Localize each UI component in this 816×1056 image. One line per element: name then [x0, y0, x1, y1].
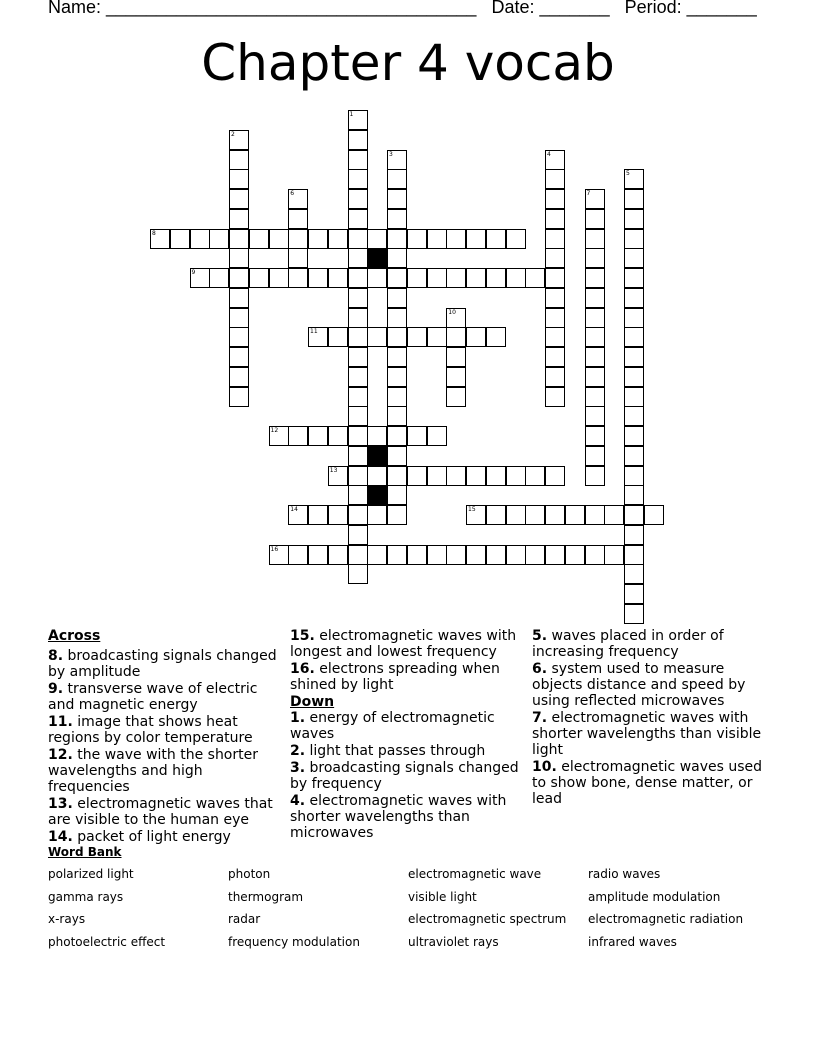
clue-number-label: 10.: [532, 759, 557, 775]
date-field[interactable]: _______: [539, 0, 610, 17]
grid-cell[interactable]: [328, 426, 348, 446]
page-title: Chapter 4 vocab: [201, 34, 615, 92]
clue-text: the wave with the shorter wavelengths and high frequencies: [48, 747, 258, 795]
grid-cell[interactable]: [348, 545, 368, 565]
grid-cell[interactable]: [387, 446, 407, 466]
grid-cell[interactable]: [348, 150, 368, 170]
grid-cell[interactable]: [624, 209, 644, 229]
grid-cell[interactable]: [624, 189, 644, 209]
grid-cell[interactable]: [624, 466, 644, 486]
grid-cell[interactable]: [407, 466, 427, 486]
clue-number: 12: [270, 427, 279, 434]
grid-cell[interactable]: [367, 426, 387, 446]
clue-item: [290, 760, 522, 792]
clue-item: [290, 628, 522, 660]
grid-cell[interactable]: [387, 189, 407, 209]
grid-cell[interactable]: [229, 150, 249, 170]
grid-cell[interactable]: [249, 268, 269, 288]
grid-cell[interactable]: [387, 426, 407, 446]
grid-cell[interactable]: [486, 229, 506, 249]
grid-cell[interactable]: [525, 545, 545, 565]
clue-number: 2: [231, 130, 235, 138]
grid-cell[interactable]: [407, 268, 427, 288]
grid-cell[interactable]: [348, 485, 368, 505]
clue-item: [48, 681, 280, 713]
grid-cell[interactable]: [446, 268, 466, 288]
clue-number: 14: [290, 506, 298, 513]
grid-cell[interactable]: [288, 426, 308, 446]
period-field[interactable]: _______: [686, 0, 757, 17]
grid-cell[interactable]: [407, 545, 427, 565]
clue-item: [532, 661, 764, 709]
grid-cell[interactable]: [209, 229, 229, 249]
grid-cell[interactable]: [486, 545, 506, 565]
grid-cell[interactable]: [545, 169, 565, 189]
grid-cell[interactable]: [387, 308, 407, 328]
date-label: Date:: [491, 0, 535, 17]
grid-cell[interactable]: [367, 268, 387, 288]
grid-cell[interactable]: [486, 466, 506, 486]
grid-cell[interactable]: [466, 545, 486, 565]
grid-cell[interactable]: [466, 229, 486, 249]
grid-cell[interactable]: [229, 248, 249, 268]
grid-cell[interactable]: [229, 387, 249, 407]
grid-cell[interactable]: [585, 268, 605, 288]
grid-cell[interactable]: [427, 545, 447, 565]
clue-number-label: 1.: [290, 710, 306, 726]
grid-cell[interactable]: [525, 505, 545, 525]
grid-cell[interactable]: [585, 209, 605, 229]
grid-cell[interactable]: [348, 387, 368, 407]
grid-cell[interactable]: [624, 426, 644, 446]
grid-cell[interactable]: [308, 426, 328, 446]
grid-cell[interactable]: [585, 327, 605, 347]
clue-number: 15: [468, 506, 476, 513]
grid-cell[interactable]: [506, 268, 526, 288]
grid-cell[interactable]: [585, 229, 605, 249]
grid-cell[interactable]: [229, 189, 249, 209]
grid-cell[interactable]: [545, 268, 565, 288]
clue-number-label: 13.: [48, 796, 73, 812]
clue-number-label: 15.: [290, 628, 315, 644]
grid-cell[interactable]: [545, 327, 565, 347]
clue-number: 10: [448, 308, 456, 316]
grid-cell[interactable]: [229, 347, 249, 367]
clue-number: 3: [389, 150, 393, 158]
grid-cell[interactable]: [446, 367, 466, 387]
clue-text: broadcasting signals changed by amplitude: [48, 648, 277, 680]
grid-cell[interactable]: [288, 268, 308, 288]
grid-cell[interactable]: [269, 229, 289, 249]
across-heading: Across: [48, 628, 101, 644]
grid-cell[interactable]: [308, 229, 328, 249]
clue-item: [290, 793, 522, 841]
grid-cell[interactable]: [585, 466, 605, 486]
grid-cell[interactable]: [229, 169, 249, 189]
grid-cell[interactable]: [348, 347, 368, 367]
across-clue-list: [48, 648, 280, 845]
clue-number: 6: [290, 190, 295, 197]
grid-cell[interactable]: [288, 545, 308, 565]
grid-cell[interactable]: [229, 308, 249, 328]
grid-cell[interactable]: [348, 466, 368, 486]
black-cell: [367, 485, 387, 505]
clue-text: electromagnetic waves with shorter wavelengths than visible light: [532, 710, 762, 758]
grid-cell[interactable]: [427, 466, 447, 486]
clue-text: transverse wave of electric and magnetic energy: [48, 681, 258, 713]
clue-number: 16: [270, 545, 279, 553]
grid-cell[interactable]: [328, 545, 348, 565]
word-bank-item: electromagnetic radiation: [588, 912, 744, 927]
grid-cell[interactable]: [387, 466, 407, 486]
grid-cell[interactable]: [348, 209, 368, 229]
word-bank-item: radio waves: [588, 867, 661, 881]
grid-cell[interactable]: [308, 268, 328, 288]
down-heading: Down: [290, 694, 335, 710]
grid-cell[interactable]: [229, 268, 249, 288]
grid-cell[interactable]: [506, 545, 526, 565]
grid-cell[interactable]: [308, 545, 328, 565]
grid-cell[interactable]: [427, 229, 447, 249]
clue-text: system used to measure objects distance and speed by using reflected microwaves: [532, 661, 746, 709]
clue-item: [48, 796, 280, 828]
grid-cell[interactable]: [624, 446, 644, 466]
clue-number-label: 16.: [290, 661, 315, 677]
clue-number-label: 12.: [48, 747, 73, 763]
grid-cell[interactable]: [545, 248, 565, 268]
clue-number: 1: [349, 111, 354, 118]
grid-cell[interactable]: [525, 466, 545, 486]
word-bank-item: electromagnetic spectrum: [408, 912, 567, 927]
grid-cell[interactable]: [545, 189, 565, 209]
grid-cell[interactable]: [229, 229, 249, 249]
grid-cell[interactable]: [387, 406, 407, 426]
grid-cell[interactable]: [348, 327, 368, 347]
grid-cell[interactable]: [348, 130, 368, 150]
grid-cell[interactable]: [387, 347, 407, 367]
grid-cell[interactable]: [624, 347, 644, 367]
word-bank-item: ultraviolet rays: [408, 935, 499, 950]
clues-column-2: [290, 628, 522, 842]
grid-cell[interactable]: [466, 327, 486, 347]
grid-cell[interactable]: [229, 367, 249, 387]
grid-cell[interactable]: [624, 485, 644, 505]
clue-text: broadcasting signals changed by frequency: [290, 760, 519, 792]
black-cell: [367, 446, 387, 466]
word-bank-item: polarized light: [48, 867, 134, 881]
grid-cell[interactable]: [387, 387, 407, 407]
word-bank-item: photoelectric effect: [48, 935, 166, 950]
grid-cell[interactable]: [269, 268, 289, 288]
grid-cell[interactable]: [585, 308, 605, 328]
grid-cell[interactable]: [545, 347, 565, 367]
grid-cell[interactable]: [288, 229, 308, 249]
grid-cell[interactable]: [585, 446, 605, 466]
clue-number: 7: [586, 190, 591, 197]
grid-cell[interactable]: [506, 229, 526, 249]
grid-cell[interactable]: [348, 426, 368, 446]
grid-cell[interactable]: [624, 584, 644, 604]
grid-cell[interactable]: [585, 426, 605, 446]
grid-cell[interactable]: [348, 169, 368, 189]
grid-cell[interactable]: [545, 209, 565, 229]
clue-number: 9: [191, 269, 196, 276]
grid-cell[interactable]: [525, 268, 545, 288]
clue-number: 4: [547, 150, 551, 158]
clue-number-label: 2.: [290, 743, 306, 759]
black-cell: [367, 248, 387, 268]
clue-number-label: 5.: [532, 628, 548, 644]
grid-cell[interactable]: [624, 406, 644, 426]
clue-number: 8: [152, 229, 156, 237]
clue-item: [532, 759, 764, 807]
clue-item: [532, 710, 764, 758]
grid-cell[interactable]: [624, 367, 644, 387]
grid-cell[interactable]: [348, 564, 368, 584]
grid-cell[interactable]: [348, 229, 368, 249]
grid-cell[interactable]: [486, 327, 506, 347]
grid-cell[interactable]: [328, 268, 348, 288]
word-bank-item: frequency modulation: [228, 935, 360, 950]
grid-cell[interactable]: [328, 229, 348, 249]
clue-text: packet of light energy: [72, 829, 231, 845]
grid-cell[interactable]: [348, 406, 368, 426]
grid-cell[interactable]: [545, 466, 565, 486]
clue-item: [48, 747, 280, 795]
word-bank-title: Word Bank: [48, 845, 122, 859]
grid-cell[interactable]: [545, 308, 565, 328]
grid-cell[interactable]: [328, 505, 348, 525]
grid-cell[interactable]: [387, 545, 407, 565]
grid-cell[interactable]: [348, 189, 368, 209]
grid-cell[interactable]: [367, 466, 387, 486]
word-bank-item: amplitude modulation: [588, 889, 721, 904]
grid-cell[interactable]: [387, 367, 407, 387]
grid-cell[interactable]: [348, 525, 368, 545]
grid-cell[interactable]: [387, 485, 407, 505]
grid-cell[interactable]: [387, 209, 407, 229]
grid-cell[interactable]: [506, 505, 526, 525]
grid-cell[interactable]: [348, 505, 368, 525]
word-bank-item: photon: [228, 867, 271, 881]
grid-cell[interactable]: [624, 288, 644, 308]
grid-cell[interactable]: [170, 229, 190, 249]
grid-cell[interactable]: [427, 426, 447, 446]
grid-cell[interactable]: [446, 327, 466, 347]
clue-item: [290, 661, 522, 693]
grid-cell[interactable]: [624, 327, 644, 347]
grid-cell[interactable]: [624, 525, 644, 545]
word-bank-item: electromagnetic wave: [408, 867, 542, 881]
clues-column-3: [532, 628, 764, 808]
grid-cell[interactable]: [348, 367, 368, 387]
grid-cell[interactable]: [624, 505, 644, 525]
clue-item: [290, 743, 522, 759]
grid-cell[interactable]: [427, 268, 447, 288]
clue-text: energy of electromagnetic waves: [290, 710, 495, 742]
clue-text: electromagnetic waves with longest and lowest frequency: [290, 628, 517, 660]
name-label: Name:: [48, 0, 102, 17]
across-clue-list-continued: [290, 628, 522, 693]
clue-text: electromagnetic waves used to show bone, dense matter, or lead: [532, 759, 763, 807]
word-bank-item: visible light: [408, 889, 477, 904]
grid-cell[interactable]: [624, 268, 644, 288]
period-label: Period:: [624, 0, 682, 17]
clue-number-label: 4.: [290, 793, 306, 809]
clue-item: [532, 628, 764, 660]
clue-number: 5: [626, 170, 630, 178]
clue-number-label: 14.: [48, 829, 73, 845]
grid-cell[interactable]: [545, 505, 565, 525]
name-field[interactable]: _____________________________________: [106, 0, 477, 17]
grid-cell[interactable]: [545, 288, 565, 308]
clue-item: [48, 648, 280, 680]
grid-cell[interactable]: [585, 406, 605, 426]
grid-cell[interactable]: [604, 545, 624, 565]
grid-cell[interactable]: [585, 545, 605, 565]
grid-cell[interactable]: [624, 545, 644, 565]
grid-cell[interactable]: [387, 288, 407, 308]
clues-column-1: [48, 628, 280, 846]
clue-item: [290, 710, 522, 742]
grid-cell[interactable]: [387, 268, 407, 288]
clue-text: light that passes through: [305, 743, 486, 759]
grid-cell[interactable]: [367, 545, 387, 565]
word-bank-item: infrared waves: [588, 935, 677, 950]
grid-cell[interactable]: [229, 327, 249, 347]
clue-text: electrons spreading when shined by light: [290, 661, 500, 693]
grid-cell[interactable]: [486, 268, 506, 288]
grid-cell[interactable]: [624, 308, 644, 328]
grid-cell[interactable]: [585, 288, 605, 308]
grid-cell[interactable]: [407, 327, 427, 347]
clue-number-label: 11.: [48, 714, 73, 730]
clue-text: electromagnetic waves with shorter wavelengths than microwaves: [290, 793, 507, 841]
grid-cell[interactable]: [427, 327, 447, 347]
grid-cell[interactable]: [446, 347, 466, 367]
grid-cell[interactable]: [585, 347, 605, 367]
grid-cell[interactable]: [624, 248, 644, 268]
grid-cell[interactable]: [545, 387, 565, 407]
grid-cell[interactable]: [387, 505, 407, 525]
grid-cell[interactable]: [190, 229, 210, 249]
clue-number-label: 9.: [48, 681, 64, 697]
grid-cell[interactable]: [209, 268, 229, 288]
grid-cell[interactable]: [446, 466, 466, 486]
grid-cell[interactable]: [328, 327, 348, 347]
grid-cell[interactable]: [348, 268, 368, 288]
down-clue-list-continued: [532, 628, 764, 807]
clue-number: 11: [310, 328, 318, 336]
grid-cell[interactable]: [624, 604, 644, 624]
word-bank-item: thermogram: [228, 889, 304, 904]
grid-cell[interactable]: [486, 505, 506, 525]
grid-cell[interactable]: [644, 505, 664, 525]
grid-cell[interactable]: [585, 367, 605, 387]
grid-cell[interactable]: [367, 505, 387, 525]
grid-cell[interactable]: [348, 248, 368, 268]
grid-cell[interactable]: [466, 466, 486, 486]
grid-cell[interactable]: [565, 505, 585, 525]
grid-cell[interactable]: [446, 387, 466, 407]
clue-number: 13: [329, 466, 338, 474]
grid-cell[interactable]: [229, 288, 249, 308]
grid-cell[interactable]: [348, 446, 368, 466]
grid-cell[interactable]: [367, 327, 387, 347]
grid-cell[interactable]: [288, 248, 308, 268]
word-bank-item: radar: [228, 912, 261, 927]
grid-cell[interactable]: [585, 387, 605, 407]
grid-cell[interactable]: [565, 545, 585, 565]
clue-number-label: 6.: [532, 661, 548, 677]
grid-cell[interactable]: [407, 426, 427, 446]
grid-cell[interactable]: [348, 288, 368, 308]
grid-cell[interactable]: [229, 209, 249, 229]
grid-cell[interactable]: [288, 209, 308, 229]
grid-cell[interactable]: [308, 505, 328, 525]
grid-cell[interactable]: [387, 169, 407, 189]
word-bank-item: x-rays: [48, 912, 86, 927]
clue-item: [48, 714, 280, 746]
grid-cell[interactable]: [446, 229, 466, 249]
word-bank-item: gamma rays: [48, 889, 124, 904]
down-clue-list: [290, 710, 522, 841]
grid-cell[interactable]: [624, 564, 644, 584]
clue-number-label: 8.: [48, 648, 64, 664]
clue-item: [48, 829, 280, 845]
grid-cell[interactable]: [249, 229, 269, 249]
grid-cell[interactable]: [387, 327, 407, 347]
grid-cell[interactable]: [466, 268, 486, 288]
grid-cell[interactable]: [604, 505, 624, 525]
grid-cell[interactable]: [446, 545, 466, 565]
clue-text: waves placed in order of increasing frequency: [532, 628, 724, 660]
clue-number-label: 3.: [290, 760, 306, 776]
grid-cell[interactable]: [585, 505, 605, 525]
grid-cell[interactable]: [387, 229, 407, 249]
grid-cell[interactable]: [387, 248, 407, 268]
grid-cell[interactable]: [348, 308, 368, 328]
grid-cell[interactable]: [545, 367, 565, 387]
grid-cell[interactable]: [367, 229, 387, 249]
grid-cell[interactable]: [585, 248, 605, 268]
clue-number-label: 7.: [532, 710, 548, 726]
grid-cell[interactable]: [624, 229, 644, 249]
grid-cell[interactable]: [545, 545, 565, 565]
grid-cell[interactable]: [506, 466, 526, 486]
grid-cell[interactable]: [545, 229, 565, 249]
grid-cell[interactable]: [407, 229, 427, 249]
grid-cell[interactable]: [624, 387, 644, 407]
clue-text: electromagnetic waves that are visible to the human eye: [48, 796, 273, 828]
clue-text: image that shows heat regions by color temperature: [48, 714, 253, 746]
